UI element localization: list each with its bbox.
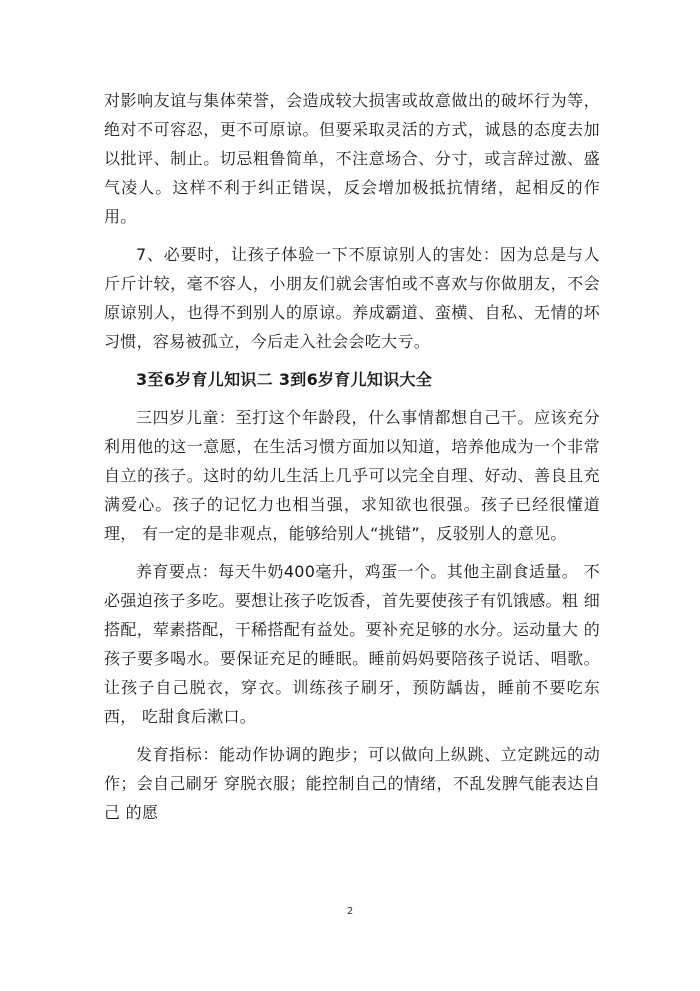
section-heading: 3至6岁育儿知识二 3到6岁育儿知识大全 bbox=[136, 370, 433, 389]
paragraph-age-3-4: 三四岁儿童：至打这个年龄段，什么事情都想自己干。应该充分 利用他的这一意愿，在生活习惯方面加以知道，培养他成为一个非常 自立的孩子。这时的幼儿生活上几乎可以完全自理、好动、善良且充 满爱心。孩子的记忆力也相当强，求知欲也很强。孩子已经很懂道理， 有一定的是非观点，能够给别人“挑错”，反驳别人的意见。 bbox=[104, 408, 600, 543]
paragraph-development-indicators: 发育指标：能动作协调的跑步；可以做向上纵跳、立定跳远的动 作；会自己刷牙 穿脱衣服；能控制自己的情绪，不乱发脾气能表达自己 的愿 bbox=[104, 745, 600, 822]
paragraph-parenting-points: 养育要点：每天牛奶400毫升，鸡蛋一个。其他主副食适量。 不必强迫孩子多吃。要想让孩子吃饭香，首先要使孩子有饥饿感。粗 细搭配，荤素搭配，干稀搭配有益处。要补充足够的水分。运动量大 的孩子要多喝水。要保证充足的睡眠。睡前妈妈要陪孩子说话、唱歌。 让孩子自己脱衣，穿衣。训练孩子刷牙，预防龋齿，睡前不要吃东西， 吃甜食后漱口。 bbox=[104, 562, 600, 726]
paragraph-point-7: 7、必要时，让孩子体验一下不原谅别人的害处：因为总是与人 斤斤计较，毫不容人，小朋友们就会害怕或不喜欢与你做朋友，不会 原谅别人，也得不到别人的原谅。养成霸道、蛮横、自私、无情的坏 习惯，容易被孤立，今后走入社会会吃大亏。 bbox=[104, 245, 600, 351]
paragraph-continuation: 对影响友谊与集体荣誉，会造成较大损害或故意做出的破坏行为等， 绝对不可容忍，更不可原谅。但要采取灵活的方式，诚恳的态度去加 以批评、制止。切忌粗鲁简单，不注意场合、分寸，或言辞过激、盛 气凌人。这样不利于纠正错误，反会增加极抵抗情绪，起相反的作用。 bbox=[104, 91, 600, 226]
page-number: 2 bbox=[346, 906, 354, 917]
document-body bbox=[104, 86, 600, 827]
